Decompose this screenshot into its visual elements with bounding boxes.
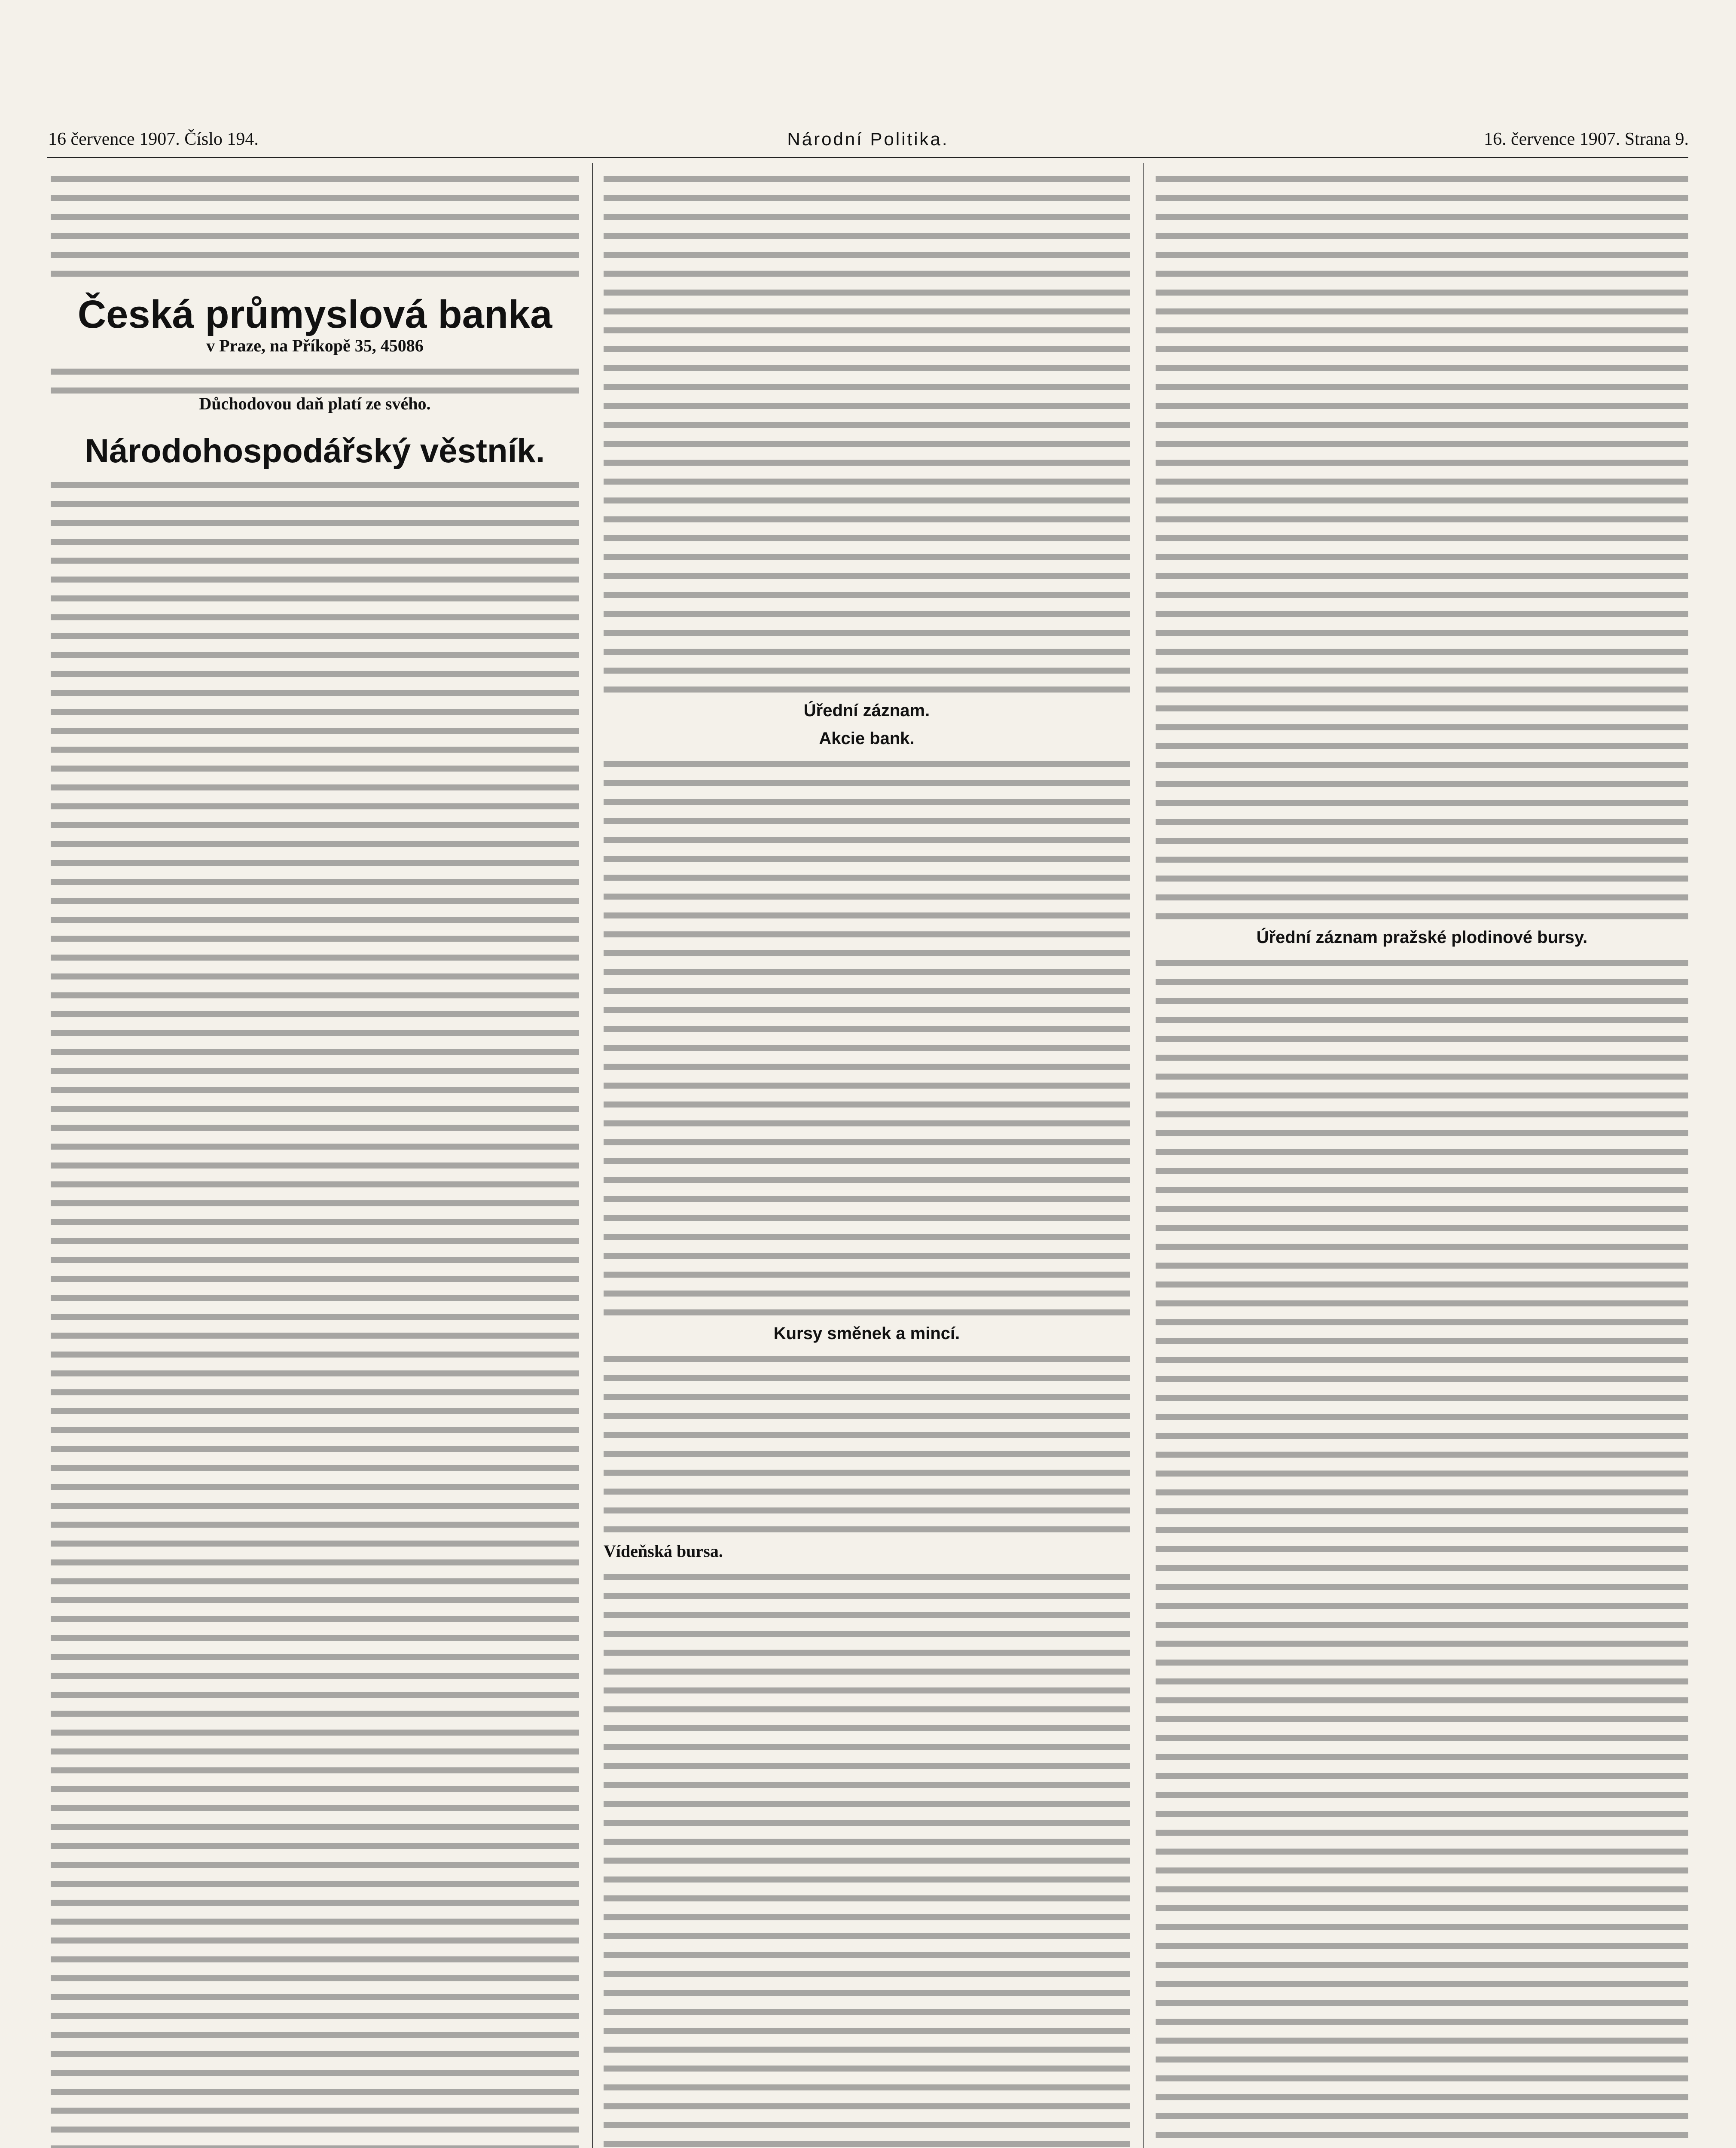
table-subtitle: Akcie bank. xyxy=(819,729,915,748)
page-date-page: 16. července 1907. Strana 9. xyxy=(1484,129,1689,149)
column-right xyxy=(1156,163,1688,2148)
bank-address: v Praze, na Příkopě 35, 45086 xyxy=(206,336,424,355)
article-body xyxy=(1156,176,1688,919)
bank-tax-note: Důchodovou daň platí ze svého. xyxy=(199,394,431,413)
rates-table xyxy=(604,1356,1130,1532)
subsection-heading: Vídeňská bursa. xyxy=(604,1541,723,1561)
article-body xyxy=(604,176,1130,693)
column-middle xyxy=(604,163,1130,2148)
section-title: Úřední záznam pražské plodinové bursy. xyxy=(1256,928,1588,947)
section-title: Národohospodářský věstník. xyxy=(85,431,545,470)
article-body xyxy=(604,1574,1130,2148)
bank-advert-body xyxy=(51,369,579,394)
article-body xyxy=(1156,960,1688,2148)
column-left xyxy=(51,163,579,2148)
bank-advert-title: Česká průmyslová banka xyxy=(77,293,552,336)
table-subtitle: Kursy směnek a mincí. xyxy=(773,1324,960,1343)
header-rule xyxy=(47,157,1688,158)
table-title: Úřední záznam. xyxy=(803,701,930,720)
column-divider xyxy=(1143,163,1144,2148)
masthead: Národní Politika. xyxy=(787,129,949,149)
column-divider xyxy=(592,163,593,2148)
text-block xyxy=(51,176,579,277)
rates-table xyxy=(604,761,1130,1315)
page-date-number: 16 července 1907. Číslo 194. xyxy=(48,129,259,149)
article-body xyxy=(51,482,579,2148)
